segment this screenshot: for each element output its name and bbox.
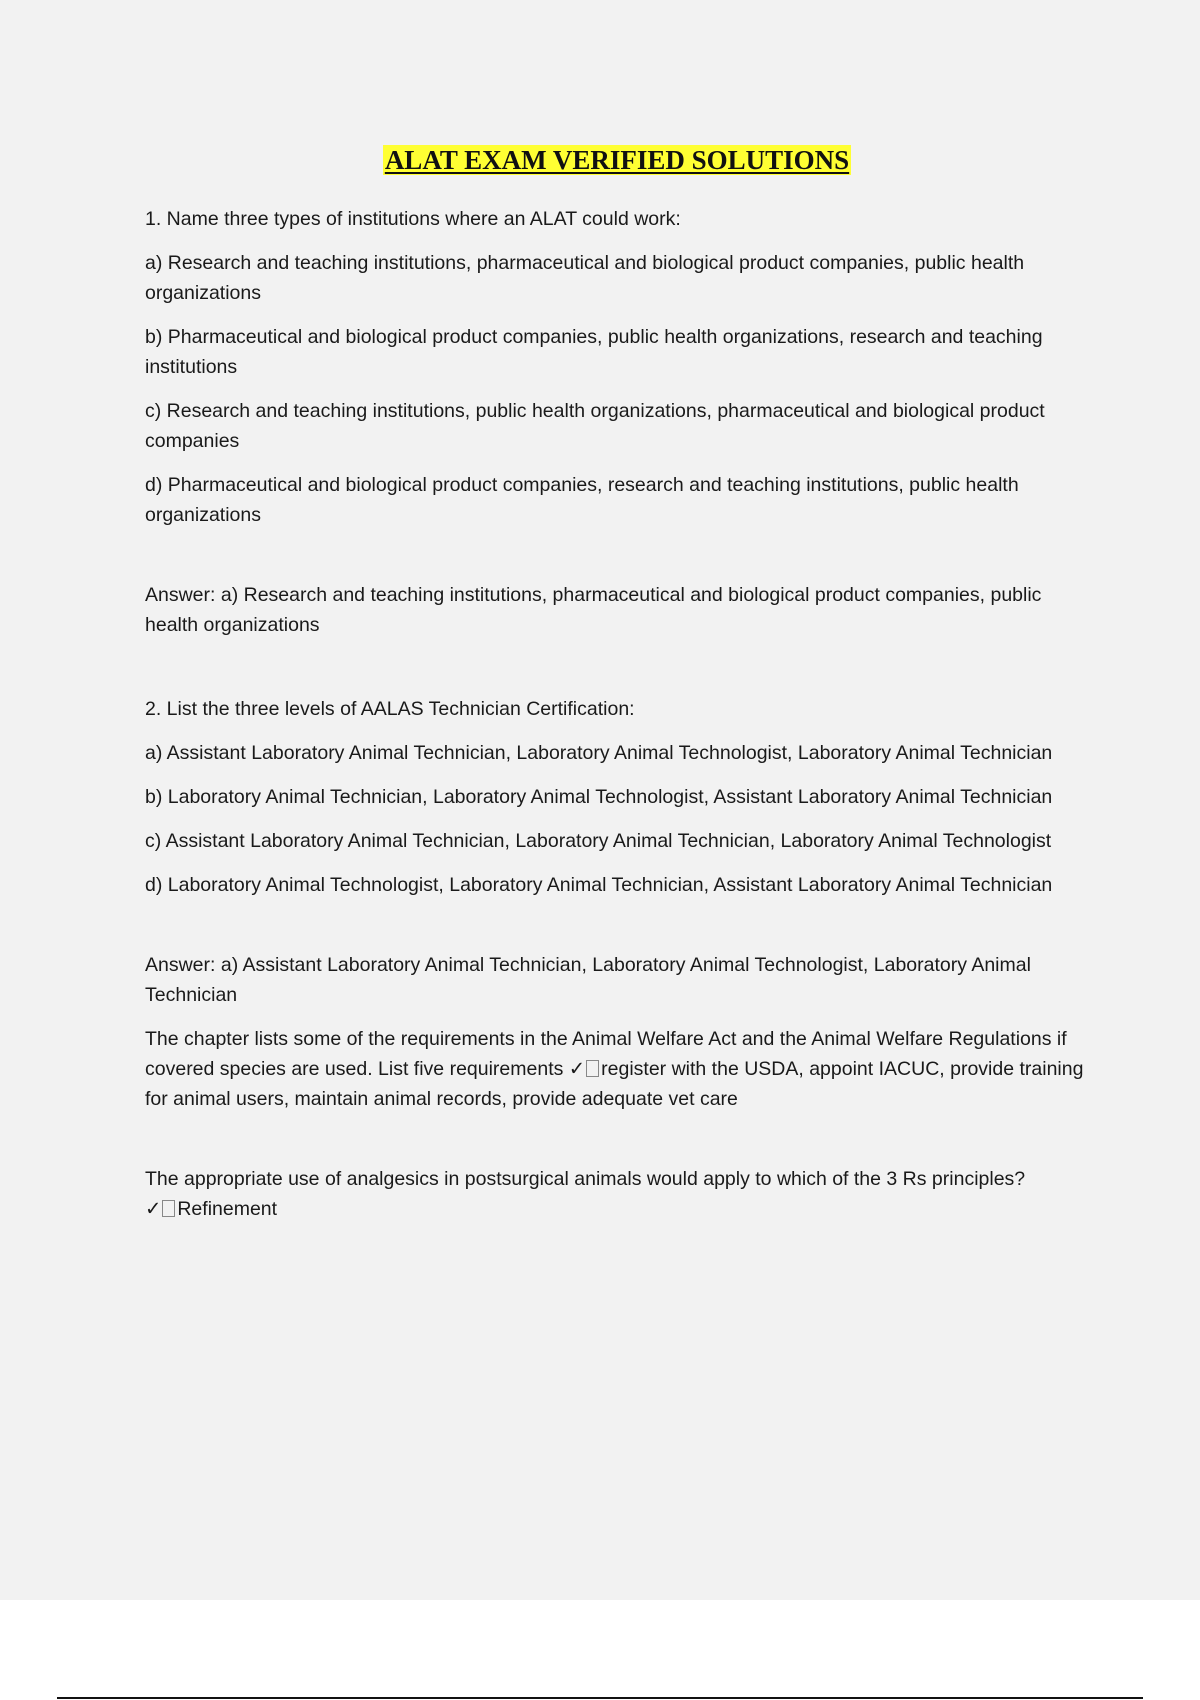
question-2: 2. List the three levels of AALAS Technician Certification: — [145, 698, 635, 720]
question-2-answer: Answer: a) Assistant Laboratory Animal Technician, Laboratory Animal Technologist, Laboratory Animal Technician — [145, 954, 1031, 1006]
awa-requirements-answer: register with the USDA, appoint IACUC, provide training for animal users, maintain animal records, provide adequate vet care — [145, 1058, 1084, 1110]
footer-divider — [57, 1697, 1143, 1699]
checkmark-icon: ✓ — [145, 1197, 162, 1220]
analgesics-answer: Refinement — [177, 1198, 278, 1220]
question-2-option-c: c) Assistant Laboratory Animal Technician, Laboratory Animal Technician, Laboratory Animal Technologist — [145, 830, 1052, 852]
question-1-option-c: c) Research and teaching institutions, public health organizations, pharmaceutical and biological product companies — [145, 400, 1045, 452]
awa-requirements-item — [145, 1024, 1095, 1114]
question-2-option-d: d) Laboratory Animal Technologist, Laboratory Animal Technician, Assistant Laboratory Animal Technician — [145, 874, 1053, 896]
question-1: 1. Name three types of institutions where an ALAT could work: — [145, 208, 681, 230]
question-1-option-a: a) Research and teaching institutions, pharmaceutical and biological product companies, public health organizations — [145, 252, 1025, 304]
document-body — [145, 204, 1095, 1224]
question-2-option-b: b) Laboratory Animal Technician, Laboratory Animal Technologist, Assistant Laboratory Animal Technician — [145, 786, 1053, 808]
question-2-option-a: a) Assistant Laboratory Animal Technician, Laboratory Animal Technologist, Laboratory Animal Technician — [145, 742, 1053, 764]
missing-glyph-box-icon — [162, 1200, 175, 1217]
missing-glyph-box-icon — [586, 1060, 599, 1077]
question-1-answer: Answer: a) Research and teaching institutions, pharmaceutical and biological product companies, public health organizations — [145, 584, 1042, 636]
checkmark-icon: ✓ — [568, 1057, 586, 1080]
awa-requirements-prompt: The chapter lists some of the requirements in the Animal Welfare Act and the Animal Welfare Regulations if covered species are used. List five requirements — [145, 1028, 1067, 1080]
document-title — [0, 144, 1200, 176]
question-1-option-d: d) Pharmaceutical and biological product companies, research and teaching institutions, public health organizations — [145, 474, 1019, 526]
question-1-option-b: b) Pharmaceutical and biological product companies, public health organizations, research and teaching institutions — [145, 326, 1043, 378]
analgesics-item — [145, 1164, 1095, 1224]
document-title-text: ALAT EXAM VERIFIED SOLUTIONS — [384, 145, 850, 175]
analgesics-prompt: The appropriate use of analgesics in postsurgical animals would apply to which of the 3 Rs principles? — [145, 1168, 1026, 1190]
